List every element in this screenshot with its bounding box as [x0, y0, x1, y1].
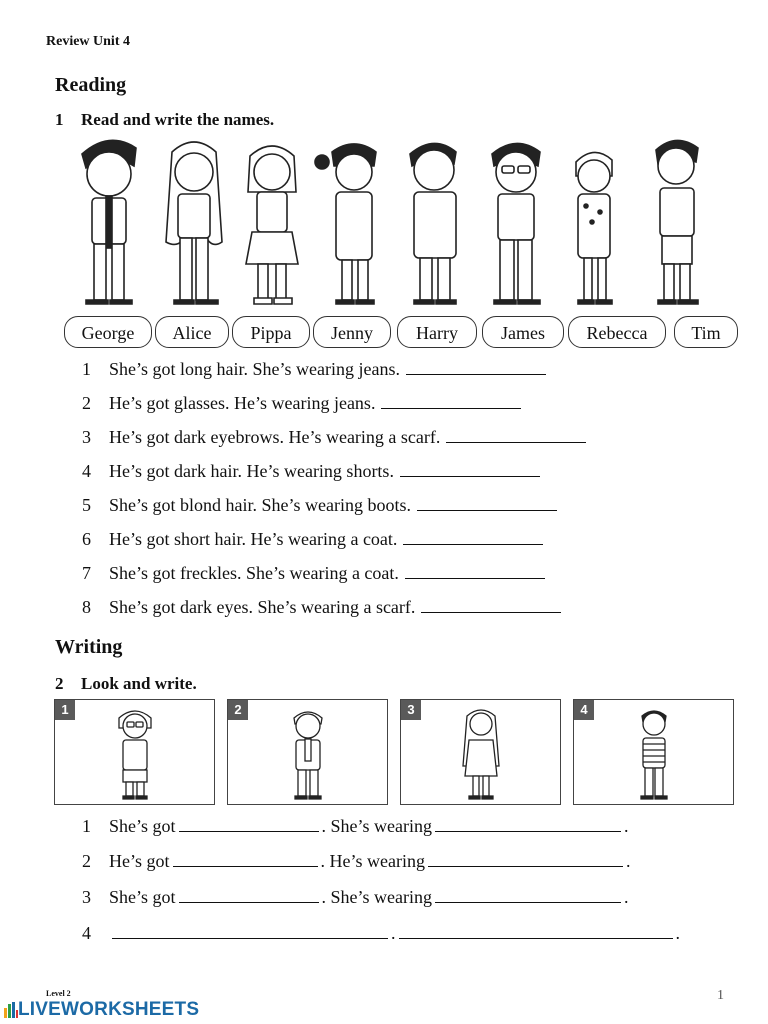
row-start-text: He’s got	[109, 851, 170, 871]
unit-title: Review Unit 4	[46, 34, 130, 49]
children-illustration	[64, 132, 714, 314]
writing-row	[82, 922, 680, 944]
reading-question	[82, 596, 561, 618]
picture-box-2	[227, 699, 388, 805]
child-james-figure	[492, 143, 540, 304]
answer-blank[interactable]	[435, 886, 621, 903]
row-mid-text: .	[391, 923, 396, 943]
question-number: 3	[82, 427, 91, 447]
name-box-tim: Tim	[674, 316, 738, 348]
question-text: He’s got dark eyebrows. He’s wearing a scarf.	[109, 427, 441, 447]
answer-blank[interactable]	[405, 562, 545, 579]
picture-number: 3	[401, 700, 421, 720]
question-number: 2	[82, 393, 91, 413]
child-long-hair-figure	[451, 704, 511, 802]
row-end-text: .	[624, 816, 629, 836]
name-box-george: George	[64, 316, 152, 348]
reading-question	[82, 528, 543, 550]
reading-question	[82, 460, 540, 482]
logo-text: LIVEWORKSHEETS	[18, 999, 200, 1020]
reading-heading: Reading	[55, 74, 127, 96]
question-text: She’s got freckles. She’s wearing a coat.	[109, 563, 399, 583]
question-number: 4	[82, 461, 91, 481]
reading-question	[82, 562, 545, 584]
question-text: He’s got dark hair. He’s wearing shorts.	[109, 461, 394, 481]
row-number: 3	[82, 887, 91, 907]
reading-question	[82, 426, 586, 448]
exercise-number: 2	[55, 674, 64, 693]
question-text: She’s got blond hair. She’s wearing boots.	[109, 495, 411, 515]
row-start-text: She’s got	[109, 816, 176, 836]
row-number: 1	[82, 816, 91, 836]
exercise-number: 1	[55, 110, 64, 129]
child-george-figure	[82, 140, 136, 304]
question-number: 6	[82, 529, 91, 549]
question-number: 7	[82, 563, 91, 583]
answer-blank[interactable]	[173, 850, 318, 867]
answer-blank[interactable]	[435, 815, 621, 832]
question-text: She’s got dark eyes. She’s wearing a scarf.	[109, 597, 416, 617]
reading-question	[82, 358, 546, 380]
row-end-text: .	[625, 851, 631, 871]
answer-blank[interactable]	[417, 494, 557, 511]
exercise-instruction: Look and write.	[81, 674, 197, 693]
question-number: 1	[82, 359, 91, 379]
child-striped-shirt-figure	[624, 704, 684, 802]
answer-blank[interactable]	[446, 426, 586, 443]
row-start-text: She’s got	[109, 887, 176, 907]
reading-question	[82, 392, 521, 414]
row-mid-text: . He’s wearing	[320, 851, 425, 871]
picture-number: 1	[55, 700, 75, 720]
question-number: 8	[82, 597, 91, 617]
answer-blank[interactable]	[400, 460, 540, 477]
answer-blank[interactable]	[179, 815, 319, 832]
exercise-1-heading	[55, 110, 274, 130]
picture-box-1	[54, 699, 215, 805]
page-number: 1	[717, 988, 724, 1003]
reading-question	[82, 494, 557, 516]
answer-blank[interactable]	[428, 850, 623, 867]
footer-level: Level 2	[46, 989, 71, 998]
name-box-alice: Alice	[155, 316, 229, 348]
child-jenny-figure	[315, 144, 376, 304]
child-harry-figure	[410, 143, 456, 304]
writing-row	[82, 815, 629, 837]
question-text: He’s got glasses. He’s wearing jeans.	[109, 393, 376, 413]
picture-number: 4	[574, 700, 594, 720]
writing-row	[82, 886, 629, 908]
answer-blank[interactable]	[421, 596, 561, 613]
child-tim-figure	[656, 140, 698, 304]
row-mid-text: . She’s wearing	[321, 887, 432, 907]
row-number: 2	[82, 851, 91, 871]
picture-box-4	[573, 699, 734, 805]
exercise-2-heading	[55, 674, 197, 694]
child-rebecca-figure	[576, 152, 612, 304]
name-box-pippa: Pippa	[232, 316, 310, 348]
writing-heading: Writing	[55, 636, 123, 658]
question-text: She’s got long hair. She’s wearing jeans.	[109, 359, 400, 379]
name-box-james: James	[482, 316, 564, 348]
exercise-instruction: Read and write the names.	[81, 110, 275, 129]
answer-blank[interactable]	[403, 528, 543, 545]
row-end-text: .	[675, 923, 680, 943]
answer-blank[interactable]	[112, 922, 388, 939]
row-number: 4	[82, 923, 91, 943]
name-box-jenny: Jenny	[313, 316, 391, 348]
child-pippa-figure	[246, 146, 298, 304]
child-with-scarf-figure	[278, 704, 338, 802]
answer-blank[interactable]	[381, 392, 521, 409]
question-number: 5	[82, 495, 91, 515]
name-box-harry: Harry	[397, 316, 477, 348]
child-with-glasses-figure	[105, 704, 165, 802]
question-text: He’s got short hair. He’s wearing a coat.	[109, 529, 398, 549]
name-box-rebecca: Rebecca	[568, 316, 666, 348]
picture-box-3	[400, 699, 561, 805]
row-end-text: .	[624, 887, 629, 907]
liveworksheets-logo[interactable]	[4, 999, 199, 1021]
answer-blank[interactable]	[406, 358, 546, 375]
child-alice-figure	[166, 142, 222, 304]
writing-row	[82, 850, 630, 872]
logo-bars-icon	[4, 1002, 18, 1018]
picture-number: 2	[228, 700, 248, 720]
row-mid-text: . She’s wearing	[321, 816, 432, 836]
answer-blank[interactable]	[179, 886, 319, 903]
answer-blank[interactable]	[399, 922, 673, 939]
